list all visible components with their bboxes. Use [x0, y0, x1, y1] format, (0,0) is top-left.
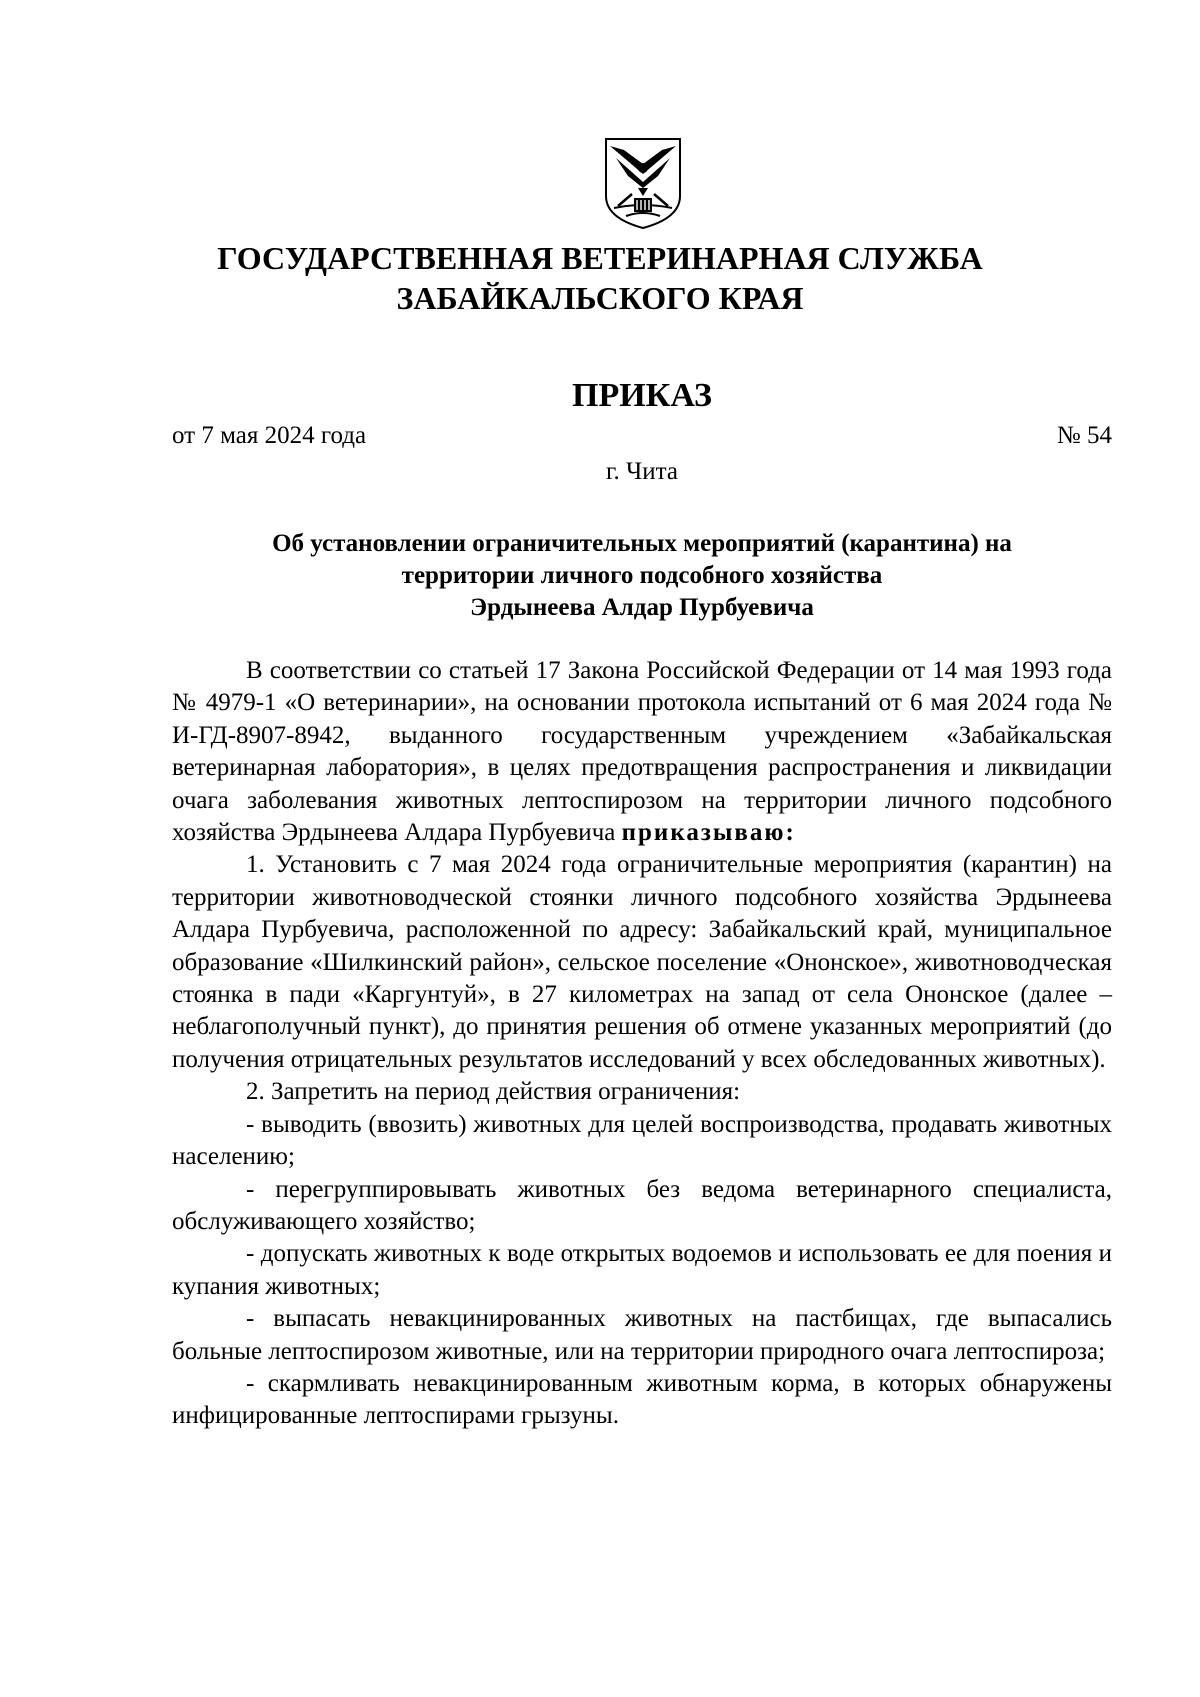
restriction-bullet-3: - допускать животных к воде открытых водоемов и использовать ее для поения и купания животных; — [172, 1240, 1112, 1300]
restriction-bullet-5: - скармливать невакцинированным животным корма, в которых обнаружены инфицированные лептоспирами грызуны. — [172, 1369, 1112, 1430]
coat-of-arms-icon — [602, 136, 684, 230]
subject-line-2: территории личного подсобного хозяйства — [401, 562, 883, 589]
organization-name-line-2: ЗАБАЙКАЛЬСКОГО КРАЯ — [396, 280, 804, 316]
subject-line-1: Об установлении ограничительных мероприятий (карантина) на — [272, 530, 1012, 557]
organization-name-line-1: ГОСУДАРСТВЕННАЯ ВЕТЕРИНАРНАЯ СЛУЖБА — [217, 240, 983, 276]
document-subject — [172, 528, 1112, 624]
document-date: от 7 мая 2024 года — [172, 422, 367, 449]
subject-line-3: Эрдынеева Алдар Пурбуевича — [470, 594, 814, 621]
preamble-text: В соответствии со статьей 17 Закона Российской Федерации от 14 мая 1993 года № 4979-1 «О ветеринарии», на основании протокола испытаний от 6 мая 2024 года № И-ГД-8907-8942, выданного государственным учреждением «Забайкальская ветеринарная лаборатория», в целях предотвращения распространения и ликвидации очага заболевания животных лептоспирозом на территории личного подсобного хозяйства Эрдынеева Алдара Пурбуевича — [172, 657, 1112, 847]
document-type: ПРИКАЗ — [572, 377, 712, 414]
item-2-paragraph: 2. Запретить на период действия ограничения: — [246, 1078, 741, 1106]
item-1-paragraph: 1. Установить с 7 мая 2024 года ограничительные мероприятия (карантин) на территории животноводческой стоянки личного подсобного хозяйства Эрдынеева Алдара Пурбуевича, расположенной по адресу: Забайкальский край, муниципальное образование «Шилкинский район», сельское поселение «Ононское», животноводческая стоянка в пади «Каргунтуй», в 27 километрах на запад от села Ононское (далее – неблагополучный пункт), до принятия решения об отмене указанных мероприятий (до получения отрицательных результатов исследований у всех обследованных животных). — [172, 851, 1112, 1073]
restriction-bullet-1: - выводить (ввозить) животных для целей воспроизводства, продавать животных населению; — [172, 1110, 1112, 1171]
preamble-paragraph — [172, 655, 1112, 849]
restriction-bullet-4: - выпасать невакцинированных животных на пастбищах, где выпасались больные лептоспирозом животные, или на территории природного очага лептоспироза; — [172, 1305, 1112, 1365]
document-number: № 54 — [1056, 422, 1112, 449]
organization-name — [0, 238, 1200, 318]
document-city: г. Чита — [606, 458, 678, 485]
order-word: приказываю: — [621, 819, 796, 847]
document-body — [172, 655, 1112, 1433]
restriction-bullet-2: - перегруппировывать животных без ведома ветеринарного специалиста, обслуживающего хозяйство; — [172, 1175, 1112, 1235]
